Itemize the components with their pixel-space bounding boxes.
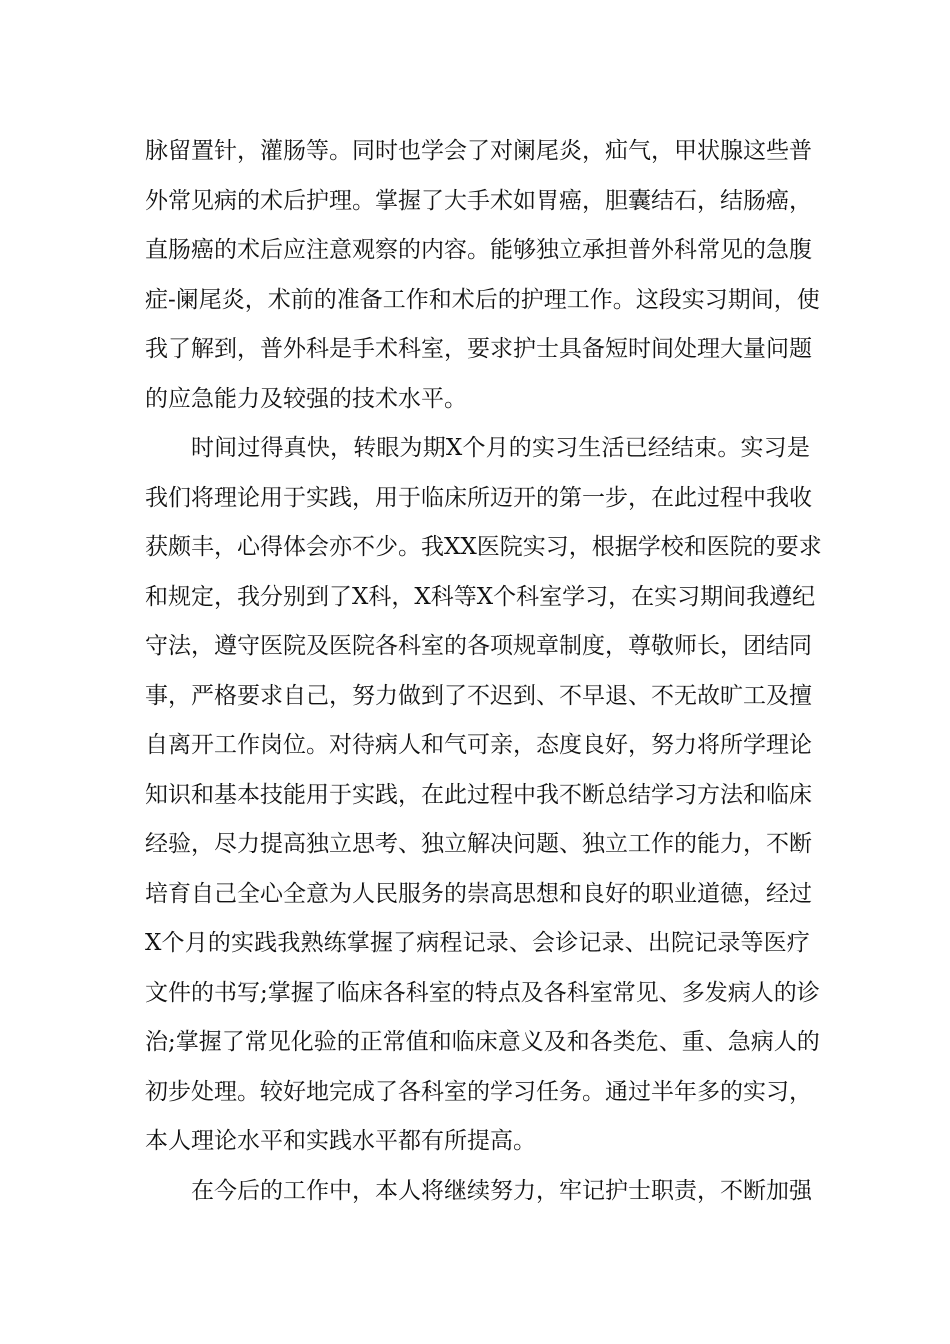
text-line: 直 肠 癌 的 术 后 应 注 意 观 察 的 内 容 。 能 够 独 立 承 担 普 外 科 常 见 的 急 腹 [145, 237, 812, 263]
text-line: 在 今 后 的 工 作 中 ， 本 人 将 继 续 努 力 ， 牢 记 护 士 职 责 ， 不 断 加 强 [191, 1177, 812, 1204]
text-line: 外 常 见 病 的 术 后 护 理 。 掌 握 了 大 手 术 如 胃 癌 ， 胆 囊 结 石 ， 结 肠 癌 ， [145, 187, 812, 214]
text-line: X 个 月 的 实 践 我 熟 练 掌 握 了 病 程 记 录 、 会 诊 记 录 、 出 院 记 录 等 医 疗 [145, 930, 810, 956]
text-line: 经 验 ， 尽 力 提 高 独 立 思 考 、 独 立 解 决 问 题 、 独 立 工 作 的 能 力 ， 不 断 [145, 831, 812, 857]
text-line: 事 ， 严 格 要 求 自 己 ， 努 力 做 到 了 不 迟 到 、 不 早 退 、 不 无 故 旷 工 及 擅 [145, 682, 812, 709]
text-line: 时 间 过 得 真 快 ， 转 眼 为 期 X 个 月 的 实 习 生 活 已 经 结 束 。 实 习 是 [191, 435, 810, 461]
text-line: 症 - 阑 尾 炎 ， 术 前 的 准 备 工 作 和 术 后 的 护 理 工 作 。 这 段 实 习 期 间 ， 使 [145, 286, 820, 313]
text-line: 治 ; 掌 握 了 常 见 化 验 的 正 常 值 和 临 床 意 义 及 和 各 类 危 、 重 、 急 病 人 的 [145, 1029, 820, 1055]
text-line: 自 离 开 工 作 岗 位 。 对 待 病 人 和 气 可 亲 ， 态 度 良 好 ， 努 力 将 所 学 理 论 [145, 732, 812, 758]
text-line: 初 步 处 理 。 较 好 地 完 成 了 各 科 室 的 学 习 任 务 。 通 过 半 年 多 的 实 习 ， [145, 1078, 812, 1105]
text-line: 本人理论水平和实践水平都有所提高。 [145, 1128, 536, 1154]
text-line: 我 了 解 到 ， 普 外 科 是 手 术 科 室 ， 要 求 护 士 具 备 短 时 间 处 理 大 量 问 题 [145, 336, 812, 362]
text-line: 获 颇 丰 ， 心 得 体 会 亦 不 少 。 我 X X 医 院 实 习 ， 根 据 学 校 和 医 院 的 要 求 [145, 534, 822, 560]
text-line: 守 法 ， 遵 守 医 院 及 医 院 各 科 室 的 各 项 规 章 制 度 ， 尊 敬 师 长 ， 团 结 同 [145, 633, 812, 659]
text-line: 文 件 的 书 写 ; 掌 握 了 临 床 各 科 室 的 特 点 及 各 科 室 常 见 、 多 发 病 人 的 诊 [145, 979, 820, 1006]
text-line: 的应急能力及较强的技术水平。 [145, 385, 467, 412]
text-line: 脉 留 置 针 ， 灌 肠 等 。 同 时 也 学 会 了 对 阑 尾 炎 ， 疝 气 ， 甲 状 腺 这 些 普 [145, 138, 812, 164]
text-line: 和 规 定 ， 我 分 别 到 了 X 科 ， X 科 等 X 个 科 室 学 习 ， 在 实 习 期 间 我 遵 纪 [145, 583, 816, 610]
text-line: 知 识 和 基 本 技 能 用 于 实 践 ， 在 此 过 程 中 我 不 断 总 结 学 习 方 法 和 临 床 [145, 781, 812, 808]
text-line: 培 育 自 己 全 心 全 意 为 人 民 服 务 的 崇 高 思 想 和 良 好 的 职 业 道 德 ， 经 过 [145, 880, 812, 907]
text-line: 我 们 将 理 论 用 于 实 践 ， 用 于 临 床 所 迈 开 的 第 一 步 ， 在 此 过 程 中 我 收 [145, 484, 812, 511]
document-body [145, 127, 822, 1216]
